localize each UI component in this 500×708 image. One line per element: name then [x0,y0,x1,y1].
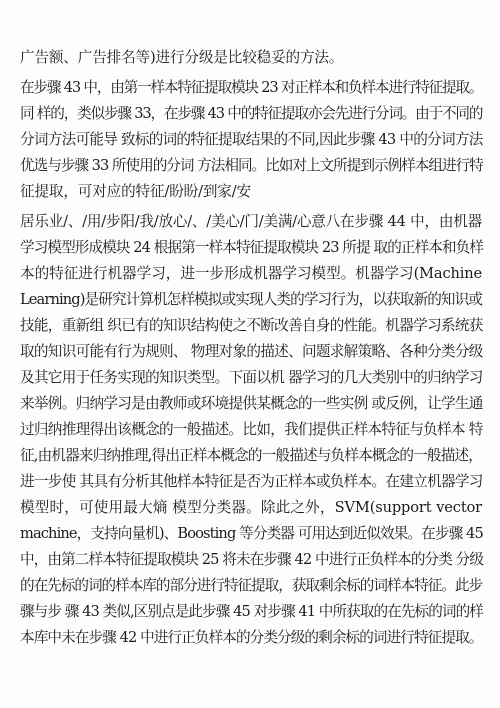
text-line: 分词方法可能导 致标的词的特征提取结果的不同,因此步骤 43 中的分词方法 [20,131,483,148]
text-line: 征,由机器来归纳推理,得出正样本概念的一般描述与负样本概念的一般描述， [20,447,482,464]
text-line: 模型时，可使用最大熵 模型分类器。除此之外，SVM(support vector [20,499,482,516]
text-line: 同 样的，类似步骤 33，在步骤 43 中的特征提取亦会先进行分词。由于不同的 [20,105,483,122]
text-line: machine，支持向量机)、Boosting 等分类器 可用达到近似效果。在步骤 45 [20,525,483,542]
text-line: 的在先标的词的样本库的部分进行特征提取，获取剩余标的词样本特征。此步 [20,577,483,594]
text-line: 本的特征进行机器学习，进一步形成机器学习模型。机器学习(Machine [20,265,482,282]
text-line: 及其它用于任务实现的知识类型。下面以机 器学习的几大类别中的归纳学习 [20,369,483,386]
text-line: 来举例。归纳学习是由教师或环境提供某概念的一些实例 或反例，让学生通 [20,395,483,412]
text-line: 本库中未在步骤 42 中进行正负样本的分类分级的剩余标的词进行特征提取。 [20,629,483,646]
text-line: 过归纳推理得出该概念的一般描述。比如，我们提供正样本特征与负样本 特 [20,421,483,438]
text-line: 技能，重新组 织已有的知识结构使之不断改善自身的性能。机器学习系统获 [20,317,483,334]
text-line: 骤与步 骤 43 类似,区别点是此步骤 45 对步骤 41 中所获取的在先标的词的样 [20,603,483,620]
text-line: Learning)是研究计算机怎样模拟或实现人类的学习行为，以获取新的知识或 [20,291,483,308]
text-line: 学习模型形成模块 24 根据第一样本特征提取模块 23 所提 取的正样本和负样 [20,239,484,256]
text-line: 征提取，可对应的特征/盼盼/到家/安 [20,183,251,200]
text-line: 中，由第二样本特征提取模块 25 将未在步骤 42 中进行正负样本的分类 分级 [20,551,484,568]
text-line: 取的知识可能有行为规则、 物理对象的描述、问题求解策略、各种分类分级 [20,343,483,360]
text-line: 居乐业/、/用/步阳/我/放心/、/美心/门/美满/心意八在步骤 44 中，由机器 [20,213,482,230]
text-line: 广告额、广告排名等)进行分级是比较稳妥的方法。 [20,49,344,66]
text-line: 进一步使 其具有分析其他样本特征是否为正样本或负样本。在建立机器学习 [20,473,483,490]
text-line: 在步骤 43 中，由第一样本特征提取模块 23 对正样本和负样本进行特征提取。 [20,79,483,96]
text-line: 优选与步骤 33 所使用的分词 方法相同。比如对上文所提到示例样本组进行特 [20,157,483,174]
